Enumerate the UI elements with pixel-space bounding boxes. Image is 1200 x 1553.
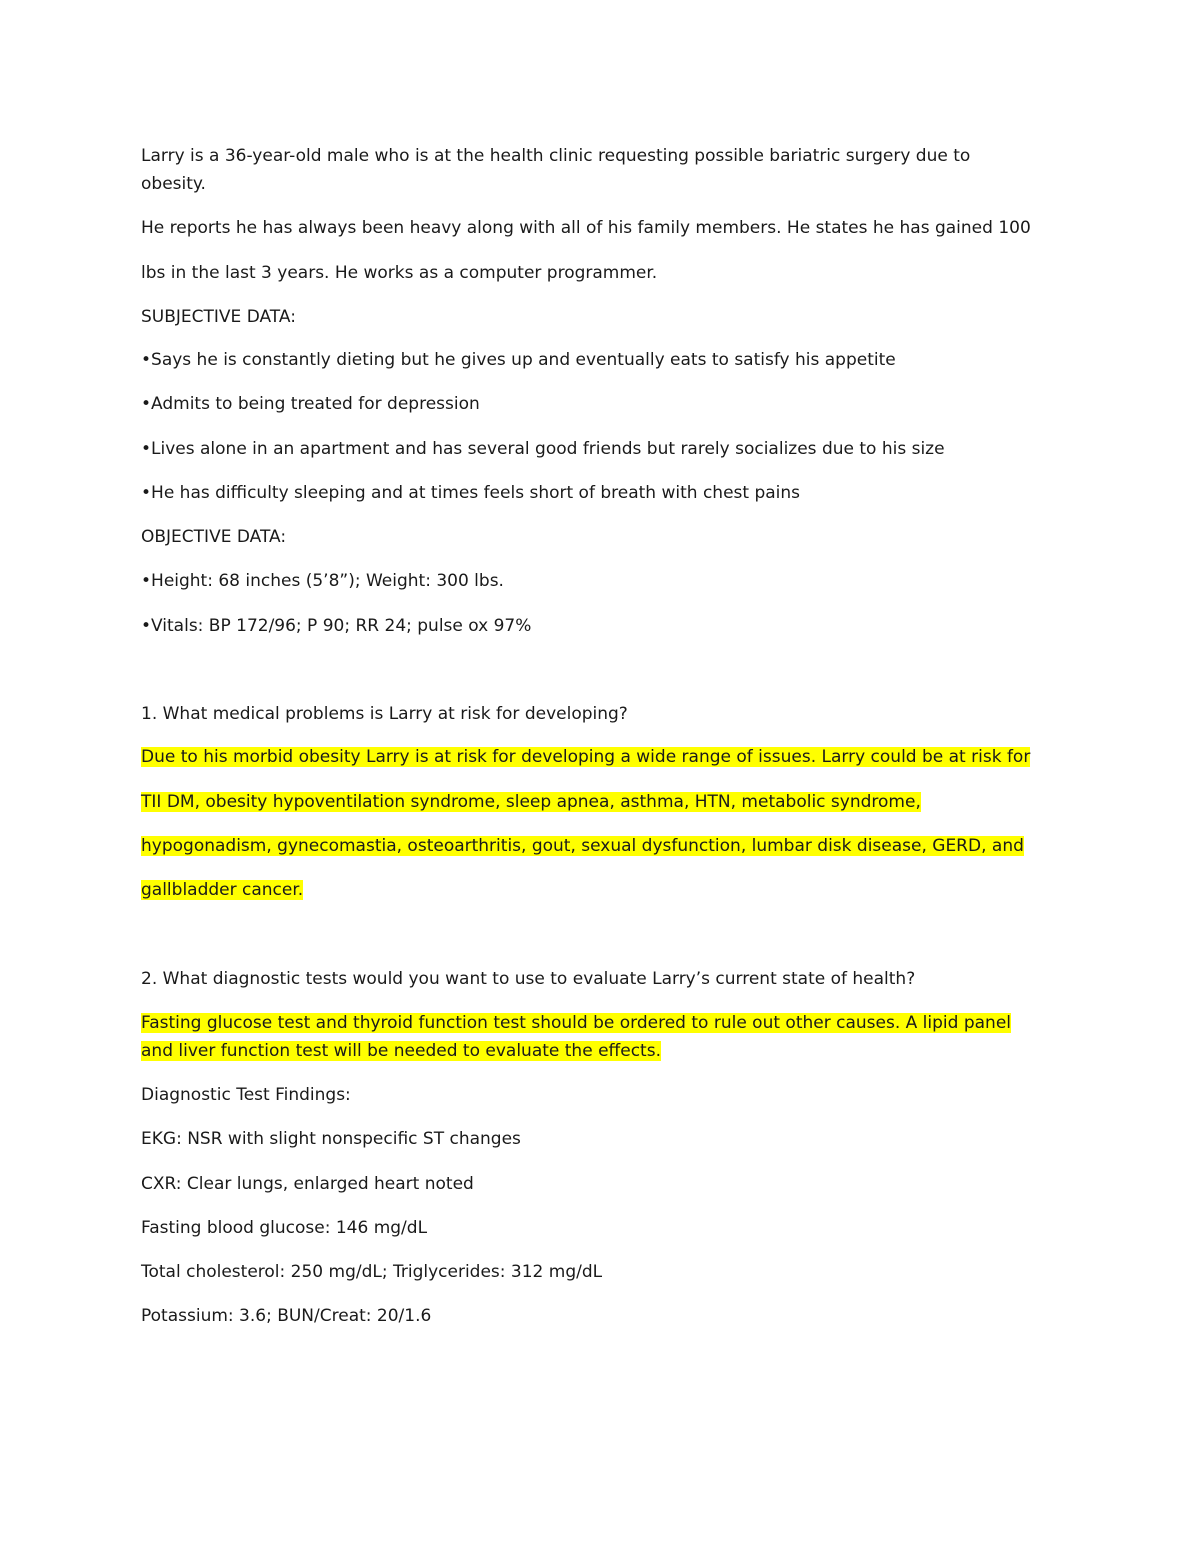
- subjective-item: [141, 349, 896, 371]
- highlighted-answer-text: hypogonadism, gynecomastia, osteoarthritis, gout, sexual dysfunction, lumbar disk disease, GERD, and: [141, 836, 1024, 856]
- objective-item-text: Vitals: BP 172/96; P 90; RR 24; pulse ox 97%: [151, 616, 532, 636]
- answer-1-line: [141, 746, 1030, 768]
- objective-heading: OBJECTIVE DATA:: [141, 527, 287, 547]
- bullet: •: [141, 571, 152, 591]
- question-2: 2. What diagnostic tests would you want to use to evaluate Larry’s current state of health?: [141, 969, 916, 989]
- finding-item: Potassium: 3.6; BUN/Creat: 20/1.6: [141, 1306, 432, 1326]
- intro-line-3: He reports he has always been heavy along with all of his family members. He states he has gained 100: [141, 218, 1031, 238]
- subjective-item: [141, 393, 480, 415]
- highlighted-answer-text: TII DM, obesity hypoventilation syndrome, sleep apnea, asthma, HTN, metabolic syndrome,: [141, 792, 921, 812]
- answer-2-line: [141, 1012, 1011, 1034]
- question-1: 1. What medical problems is Larry at risk for developing?: [141, 704, 628, 724]
- bullet: •: [141, 394, 152, 414]
- answer-1-line: [141, 879, 303, 901]
- bullet: •: [141, 350, 152, 370]
- finding-item: CXR: Clear lungs, enlarged heart noted: [141, 1174, 474, 1194]
- intro-line-4: lbs in the last 3 years. He works as a computer programmer.: [141, 263, 658, 283]
- bullet: •: [141, 439, 152, 459]
- answer-1-line: [141, 791, 921, 813]
- highlighted-answer-text: Due to his morbid obesity Larry is at risk for developing a wide range of issues. Larry could be at risk for: [141, 747, 1031, 767]
- subjective-item-text: Says he is constantly dieting but he gives up and eventually eats to satisfy his appetite: [151, 350, 896, 370]
- highlighted-answer-text: and liver function test will be needed to evaluate the effects.: [141, 1041, 661, 1061]
- answer-2-line: [141, 1040, 661, 1062]
- finding-item: Total cholesterol: 250 mg/dL; Triglycerides: 312 mg/dL: [141, 1262, 603, 1282]
- answer-1-line: [141, 835, 1024, 857]
- objective-item: [141, 570, 504, 592]
- subjective-item-text: He has difficulty sleeping and at times feels short of breath with chest pains: [151, 483, 801, 503]
- subjective-item: [141, 438, 945, 460]
- subjective-item: [141, 482, 800, 504]
- objective-item: [141, 615, 531, 637]
- bullet: •: [141, 483, 152, 503]
- finding-item: EKG: NSR with slight nonspecific ST changes: [141, 1129, 521, 1149]
- subjective-heading: SUBJECTIVE DATA:: [141, 307, 296, 327]
- bullet: •: [141, 616, 152, 636]
- findings-heading: Diagnostic Test Findings:: [141, 1085, 351, 1105]
- highlighted-answer-text: gallbladder cancer.: [141, 880, 304, 900]
- finding-item: Fasting blood glucose: 146 mg/dL: [141, 1218, 428, 1238]
- highlighted-answer-text: Fasting glucose test and thyroid function test should be ordered to rule out other causes. A lipid panel: [141, 1013, 1011, 1033]
- subjective-item-text: Admits to being treated for depression: [151, 394, 480, 414]
- intro-line-2: obesity.: [141, 174, 206, 194]
- subjective-item-text: Lives alone in an apartment and has several good friends but rarely socializes due to his size: [151, 439, 945, 459]
- intro-line-1: Larry is a 36-year-old male who is at the health clinic requesting possible bariatric surgery due to: [141, 146, 971, 166]
- objective-item-text: Height: 68 inches (5’8”); Weight: 300 lbs.: [151, 571, 504, 591]
